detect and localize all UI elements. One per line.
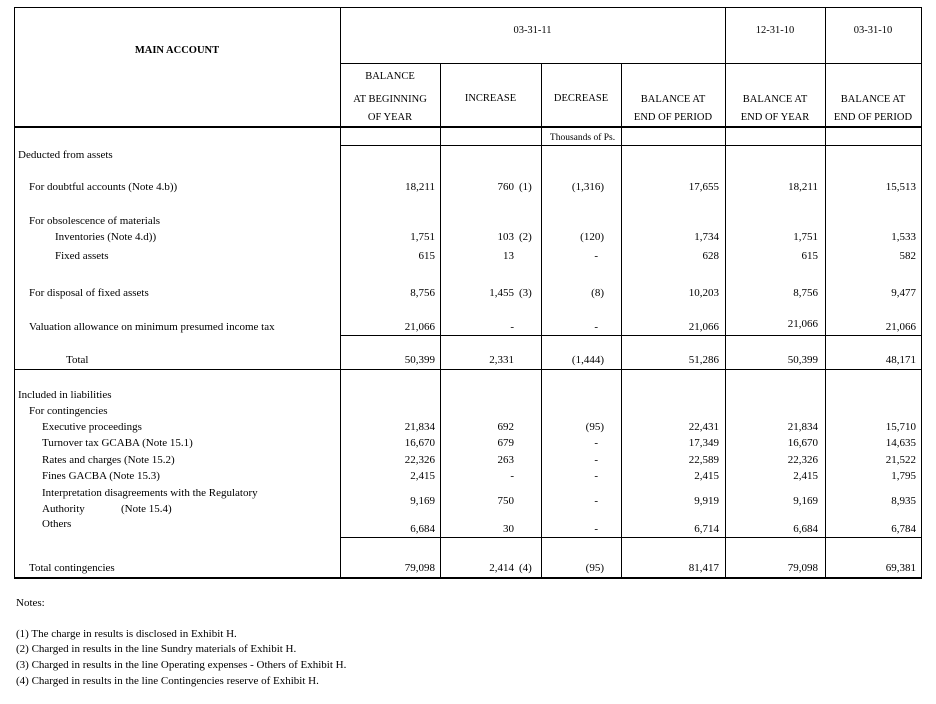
cell-beginning: 21,066: [404, 321, 435, 333]
cell-beginning: 8,756: [410, 287, 435, 299]
row-label: Fixed assets: [55, 250, 109, 262]
cell-increase: 750: [497, 495, 514, 507]
cell-end-period: 17,349: [688, 437, 719, 449]
col-header-balance-end-year: END OF YEAR: [740, 112, 810, 123]
section-contingencies: For contingencies: [29, 405, 108, 417]
cell-end-year: 18,211: [788, 181, 818, 193]
row-label-continued: Authority: [42, 503, 85, 515]
cell-decrease: -: [594, 495, 598, 507]
cell-end-period: 21,066: [688, 321, 719, 333]
cell-end-period: 9,919: [694, 495, 719, 507]
row-label: Inventories (Note 4.d)): [55, 231, 157, 243]
cell-decrease: -: [594, 523, 598, 535]
row-label: Valuation allowance on minimum presumed income tax: [29, 321, 275, 333]
cell-end-year: 22,326: [787, 454, 818, 466]
cell-decrease: -: [594, 454, 598, 466]
cell-prev-period: 48,171: [885, 354, 916, 366]
cell-increase-note: (1): [519, 181, 532, 193]
cell-end-year: 6,684: [793, 523, 818, 535]
cell-beginning: 16,670: [404, 437, 435, 449]
cell-increase: -: [510, 470, 514, 482]
cell-end-period: 6,714: [694, 523, 719, 535]
cell-prev-period: 14,635: [885, 437, 916, 449]
cell-increase: 263: [497, 454, 514, 466]
cell-end-year: 615: [801, 250, 818, 262]
table-bottom-border: [14, 577, 922, 579]
cell-prev-period: 1,533: [891, 231, 916, 243]
date-current: 03-31-11: [513, 25, 552, 36]
col-header-increase: INCREASE: [464, 93, 517, 104]
cell-prev-period: 9,477: [891, 287, 916, 299]
col-header-balance-beginning: OF YEAR: [367, 112, 413, 123]
cell-decrease: (120): [580, 231, 604, 243]
col-header-balance-end-year: BALANCE AT: [742, 94, 808, 105]
cell-increase-note: (2): [519, 231, 532, 243]
row-label: Others: [42, 518, 72, 530]
cell-beginning: 9,169: [410, 495, 435, 507]
col-header-balance-end-period: END OF PERIOD: [633, 112, 713, 123]
row-label: Interpretation disagreements with the Regulatory: [42, 487, 258, 499]
total-contingencies-divider: [340, 537, 922, 538]
cell-decrease: -: [594, 321, 598, 333]
total-divider-bottom: [14, 369, 922, 370]
cell-beginning: 18,211: [405, 181, 435, 193]
cell-increase: 2,331: [489, 354, 514, 366]
date-prev-year-end: 12-31-10: [755, 25, 795, 36]
cell-increase: 679: [497, 437, 514, 449]
cell-end-year: 50,399: [787, 354, 818, 366]
col-header-balance-end-period: BALANCE AT: [640, 94, 706, 105]
row-label: Turnover tax GCABA (Note 15.1): [42, 437, 193, 449]
row-label: Rates and charges (Note 15.2): [42, 454, 175, 466]
cell-end-year: 21,066: [787, 318, 818, 330]
cell-end-period: 81,417: [688, 562, 719, 574]
units-divider: [340, 145, 922, 146]
cell-beginning: 615: [418, 250, 435, 262]
units-label: Thousands of Ps.: [549, 133, 616, 143]
cell-increase: -: [510, 321, 514, 333]
cell-increase-note: (4): [519, 562, 532, 574]
cell-beginning: 22,326: [404, 454, 435, 466]
cell-end-year: 79,098: [787, 562, 818, 574]
cell-increase: 30: [503, 523, 514, 535]
col-header-balance-end-period-2: BALANCE AT: [840, 94, 906, 105]
date-prev-quarter: 03-31-10: [853, 25, 893, 36]
col-header-balance-end-period-2: END OF PERIOD: [833, 112, 913, 123]
cell-prev-period: 15,513: [885, 181, 916, 193]
note-item: (4) Charged in results in the line Contingencies reserve of Exhibit H.: [16, 675, 319, 687]
cell-increase: 1,455: [489, 287, 514, 299]
col-header-balance-beginning: BALANCE: [365, 71, 415, 82]
cell-end-year: 9,169: [793, 495, 818, 507]
header-bottom-border: [14, 126, 922, 128]
main-account-heading: MAIN ACCOUNT: [134, 45, 220, 56]
cell-increase: 692: [497, 421, 514, 433]
section-obsolescence: For obsolescence of materials: [29, 215, 161, 227]
cell-prev-period: 69,381: [885, 562, 916, 574]
row-label-total: Total: [66, 354, 89, 366]
notes-title: Notes:: [16, 597, 45, 609]
cell-decrease: (95): [585, 562, 604, 574]
cell-end-period: 22,589: [688, 454, 719, 466]
cell-increase-note: (3): [519, 287, 532, 299]
note-item: (3) Charged in results in the line Operating expenses - Others of Exhibit H.: [16, 659, 347, 671]
cell-decrease: (1,444): [571, 354, 604, 366]
cell-beginning: 21,834: [404, 421, 435, 433]
cell-end-period: 628: [702, 250, 719, 262]
cell-prev-period: 6,784: [891, 523, 916, 535]
section-assets: Deducted from assets: [18, 149, 113, 161]
cell-prev-period: 8,935: [891, 495, 916, 507]
cell-prev-period: 1,795: [891, 470, 916, 482]
table-left-border: [14, 7, 15, 579]
cell-increase: 2,414: [489, 562, 514, 574]
cell-end-period: 22,431: [688, 421, 719, 433]
cell-beginning: 6,684: [410, 523, 435, 535]
col-header-balance-beginning: AT BEGINNING: [353, 94, 427, 105]
cell-decrease: (95): [585, 421, 604, 433]
section-liabilities: Included in liabilities: [18, 389, 112, 401]
total-divider-top: [340, 335, 922, 336]
cell-end-period: 10,203: [688, 287, 719, 299]
col-header-decrease: DECREASE: [553, 93, 609, 104]
cell-end-year: 8,756: [793, 287, 818, 299]
cell-end-year: 2,415: [793, 470, 818, 482]
cell-decrease: -: [594, 437, 598, 449]
row-label: Executive proceedings: [42, 421, 142, 433]
cell-prev-period: 15,710: [885, 421, 916, 433]
cell-decrease: (1,316): [571, 181, 604, 193]
header-date-divider: [340, 63, 922, 64]
table-right-border: [921, 7, 922, 579]
cell-prev-period: 21,066: [885, 321, 916, 333]
cell-beginning: 79,098: [404, 562, 435, 574]
cell-decrease: (8): [591, 287, 604, 299]
note-item: (2) Charged in results in the line Sundry materials of Exhibit H.: [16, 643, 297, 655]
cell-end-year: 21,834: [787, 421, 818, 433]
cell-end-period: 2,415: [694, 470, 719, 482]
cell-beginning: 1,751: [410, 231, 435, 243]
cell-beginning: 50,399: [404, 354, 435, 366]
row-label: For disposal of fixed assets: [29, 287, 149, 299]
cell-decrease: -: [594, 470, 598, 482]
note-item: (1) The charge in results is disclosed in Exhibit H.: [16, 628, 237, 640]
cell-increase: 760: [497, 181, 514, 193]
row-label-note: (Note 15.4): [121, 503, 172, 515]
cell-prev-period: 582: [899, 250, 916, 262]
cell-end-period: 17,655: [688, 181, 719, 193]
cell-end-year: 1,751: [793, 231, 818, 243]
cell-beginning: 2,415: [410, 470, 435, 482]
row-label-total-contingencies: Total contingencies: [29, 562, 115, 574]
cell-end-year: 16,670: [787, 437, 818, 449]
table-top-border: [14, 7, 922, 8]
cell-prev-period: 21,522: [885, 454, 916, 466]
cell-decrease: -: [594, 250, 598, 262]
cell-increase: 103: [497, 231, 514, 243]
cell-end-period: 51,286: [688, 354, 719, 366]
row-label: Fines GACBA (Note 15.3): [42, 470, 160, 482]
cell-increase: 13: [503, 250, 514, 262]
cell-end-period: 1,734: [694, 231, 719, 243]
row-label: For doubtful accounts (Note 4.b)): [29, 181, 178, 193]
